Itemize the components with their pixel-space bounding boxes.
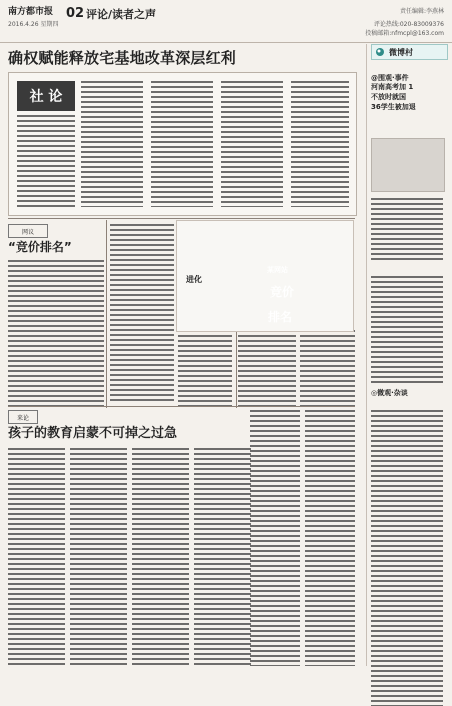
sidebar-headline-line-3: 36学生被加退 — [371, 103, 416, 111]
contact-email: 投稿邮箱:nfmcpl@163.com — [365, 30, 444, 37]
lower-section-tag: 来论 — [8, 410, 38, 424]
weibo-icon — [375, 47, 385, 57]
lower-column-3 — [132, 448, 189, 666]
editorial-column-3 — [151, 81, 213, 207]
editorial-column-5 — [291, 81, 349, 207]
lower-column-4 — [194, 448, 251, 666]
page-header — [0, 0, 452, 43]
sidebar-headline-line-2: 不放时就国 — [371, 93, 406, 101]
cartoon-label-mid3: 排名 — [268, 310, 293, 324]
issue-date: 2016.4.26 星期四 — [8, 21, 59, 28]
editor-credit: 责任编辑:李燕林 — [399, 8, 444, 15]
main-headline: 确权赋能释放宅基地改革深层红利 — [8, 48, 237, 67]
weibo-village-badge — [371, 44, 448, 60]
article-column-right-2 — [300, 330, 355, 406]
hotline: 评论热线:020-83009376 — [373, 21, 444, 28]
article-column-center — [110, 224, 174, 404]
editorial-cartoon — [176, 220, 354, 332]
lower-column-1 — [8, 448, 65, 666]
editorial-column-1 — [17, 115, 75, 207]
sidebar-column-3 — [371, 410, 443, 706]
lower-divider — [8, 406, 355, 407]
sidebar-column-2 — [371, 276, 443, 384]
sidebar-headline — [371, 82, 443, 112]
cartoon-label-mid2: 竞价 — [270, 285, 295, 299]
sidebar-event-label: @围观·事件 — [371, 74, 409, 82]
cartoon-frame — [176, 220, 354, 332]
editorial-column-4 — [221, 81, 283, 207]
article-subhead: “竞价排名” — [8, 240, 72, 254]
editorial-box — [8, 72, 357, 216]
sidebar-small-head: ◎微观·杂谈 — [371, 389, 408, 397]
editorial-label: 社 论 — [17, 81, 75, 111]
section-title: 评论/读者之声 — [86, 8, 157, 21]
cartoon-label-mid: 某网站 — [267, 266, 288, 274]
weibo-badge-label: 微博村 — [389, 47, 413, 57]
sidebar-headline-line-1: 河南高考加 1 — [371, 83, 414, 91]
sidebar-photo — [371, 138, 445, 192]
column-rule-1 — [106, 220, 107, 408]
lower-column-right-1 — [250, 410, 300, 666]
lower-column-right-2 — [305, 410, 355, 666]
section-tag: 网议 — [8, 224, 48, 238]
masthead: 南方都市报 — [8, 7, 54, 17]
lower-column-2 — [70, 448, 127, 666]
editorial-column-2 — [81, 81, 143, 207]
section-divider — [8, 218, 355, 219]
lower-article-title: 孩子的教育启蒙不可掉之过急 — [8, 426, 178, 441]
sidebar-column-1 — [371, 198, 443, 260]
page-number: 02 — [66, 6, 85, 21]
article-column-left — [8, 260, 104, 406]
cartoon-label-left: 进化 — [186, 275, 202, 284]
article-column-right — [238, 330, 296, 406]
microblog-sidebar — [366, 44, 449, 666]
article-column-center-bottom — [178, 330, 232, 406]
